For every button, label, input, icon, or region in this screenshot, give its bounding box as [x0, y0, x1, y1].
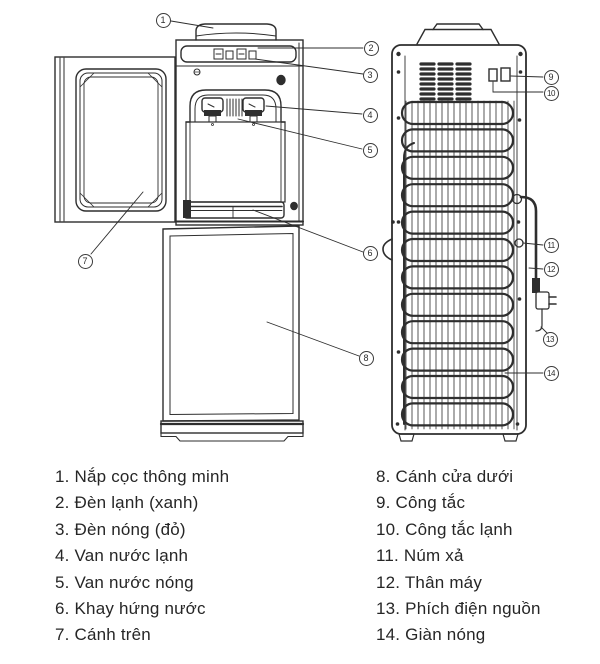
legend-item: 6. Khay hứng nước [55, 599, 206, 619]
legend-item: 2. Đèn lạnh (xanh) [55, 493, 199, 513]
legend-item: 5. Van nước nóng [55, 572, 194, 592]
power-switches [489, 68, 510, 81]
callout-3: 3 [363, 68, 378, 83]
callout-10: 10 [544, 86, 559, 101]
legend-item: 12. Thân máy [376, 572, 483, 592]
callout-11: 11 [544, 238, 559, 253]
back-feet [399, 434, 518, 441]
lower-door [163, 226, 299, 421]
legend-item: 1. Nắp cọc thông minh [55, 467, 230, 486]
legend-item: 9. Công tắc [376, 493, 466, 513]
vent-grilles [421, 64, 470, 99]
back-view [383, 24, 556, 441]
callout-4: 4 [363, 108, 378, 123]
legend-item: 11. Núm xả [376, 546, 464, 566]
legend-column-left [55, 464, 229, 649]
callout-2: 2 [364, 41, 379, 56]
callout-12: 12 [544, 262, 559, 277]
front-recess-panel [186, 122, 285, 202]
callout-7: 7 [78, 254, 93, 269]
screw-dot [291, 202, 297, 209]
callout-14: 14 [544, 366, 559, 381]
legend-item: 8. Cánh cửa dưới [376, 467, 514, 486]
top-cap [196, 24, 276, 40]
callout-13: 13 [543, 332, 558, 347]
callout-6: 6 [363, 246, 378, 261]
side-latch [383, 239, 392, 260]
callout-5: 5 [363, 143, 378, 158]
drip-tray [184, 202, 284, 218]
legend-item: 13. Phích điện nguồn [376, 599, 541, 619]
callout-1: 1 [156, 13, 171, 28]
door-hinge [183, 200, 191, 218]
upper-door-open [55, 57, 175, 222]
screw-dot [277, 76, 285, 85]
drain-knob [515, 239, 523, 247]
callout-9: 9 [544, 70, 559, 85]
legend-item: 14. Giàn nóng [376, 625, 486, 645]
callout-8: 8 [359, 351, 374, 366]
legend-item: 10. Công tắc lạnh [376, 519, 513, 539]
cold-tap [202, 98, 223, 126]
legend-item: 3. Đèn nóng (đỏ) [55, 519, 186, 539]
legend-item: 7. Cánh trên [55, 625, 151, 645]
legend-column-right [376, 464, 541, 649]
base-feet [161, 421, 303, 441]
front-view [55, 24, 303, 441]
condenser-coil [402, 101, 514, 429]
back-top-cap [417, 24, 499, 44]
alcove-ridges [227, 99, 242, 116]
legend-item: 4. Van nước lạnh [55, 546, 189, 566]
